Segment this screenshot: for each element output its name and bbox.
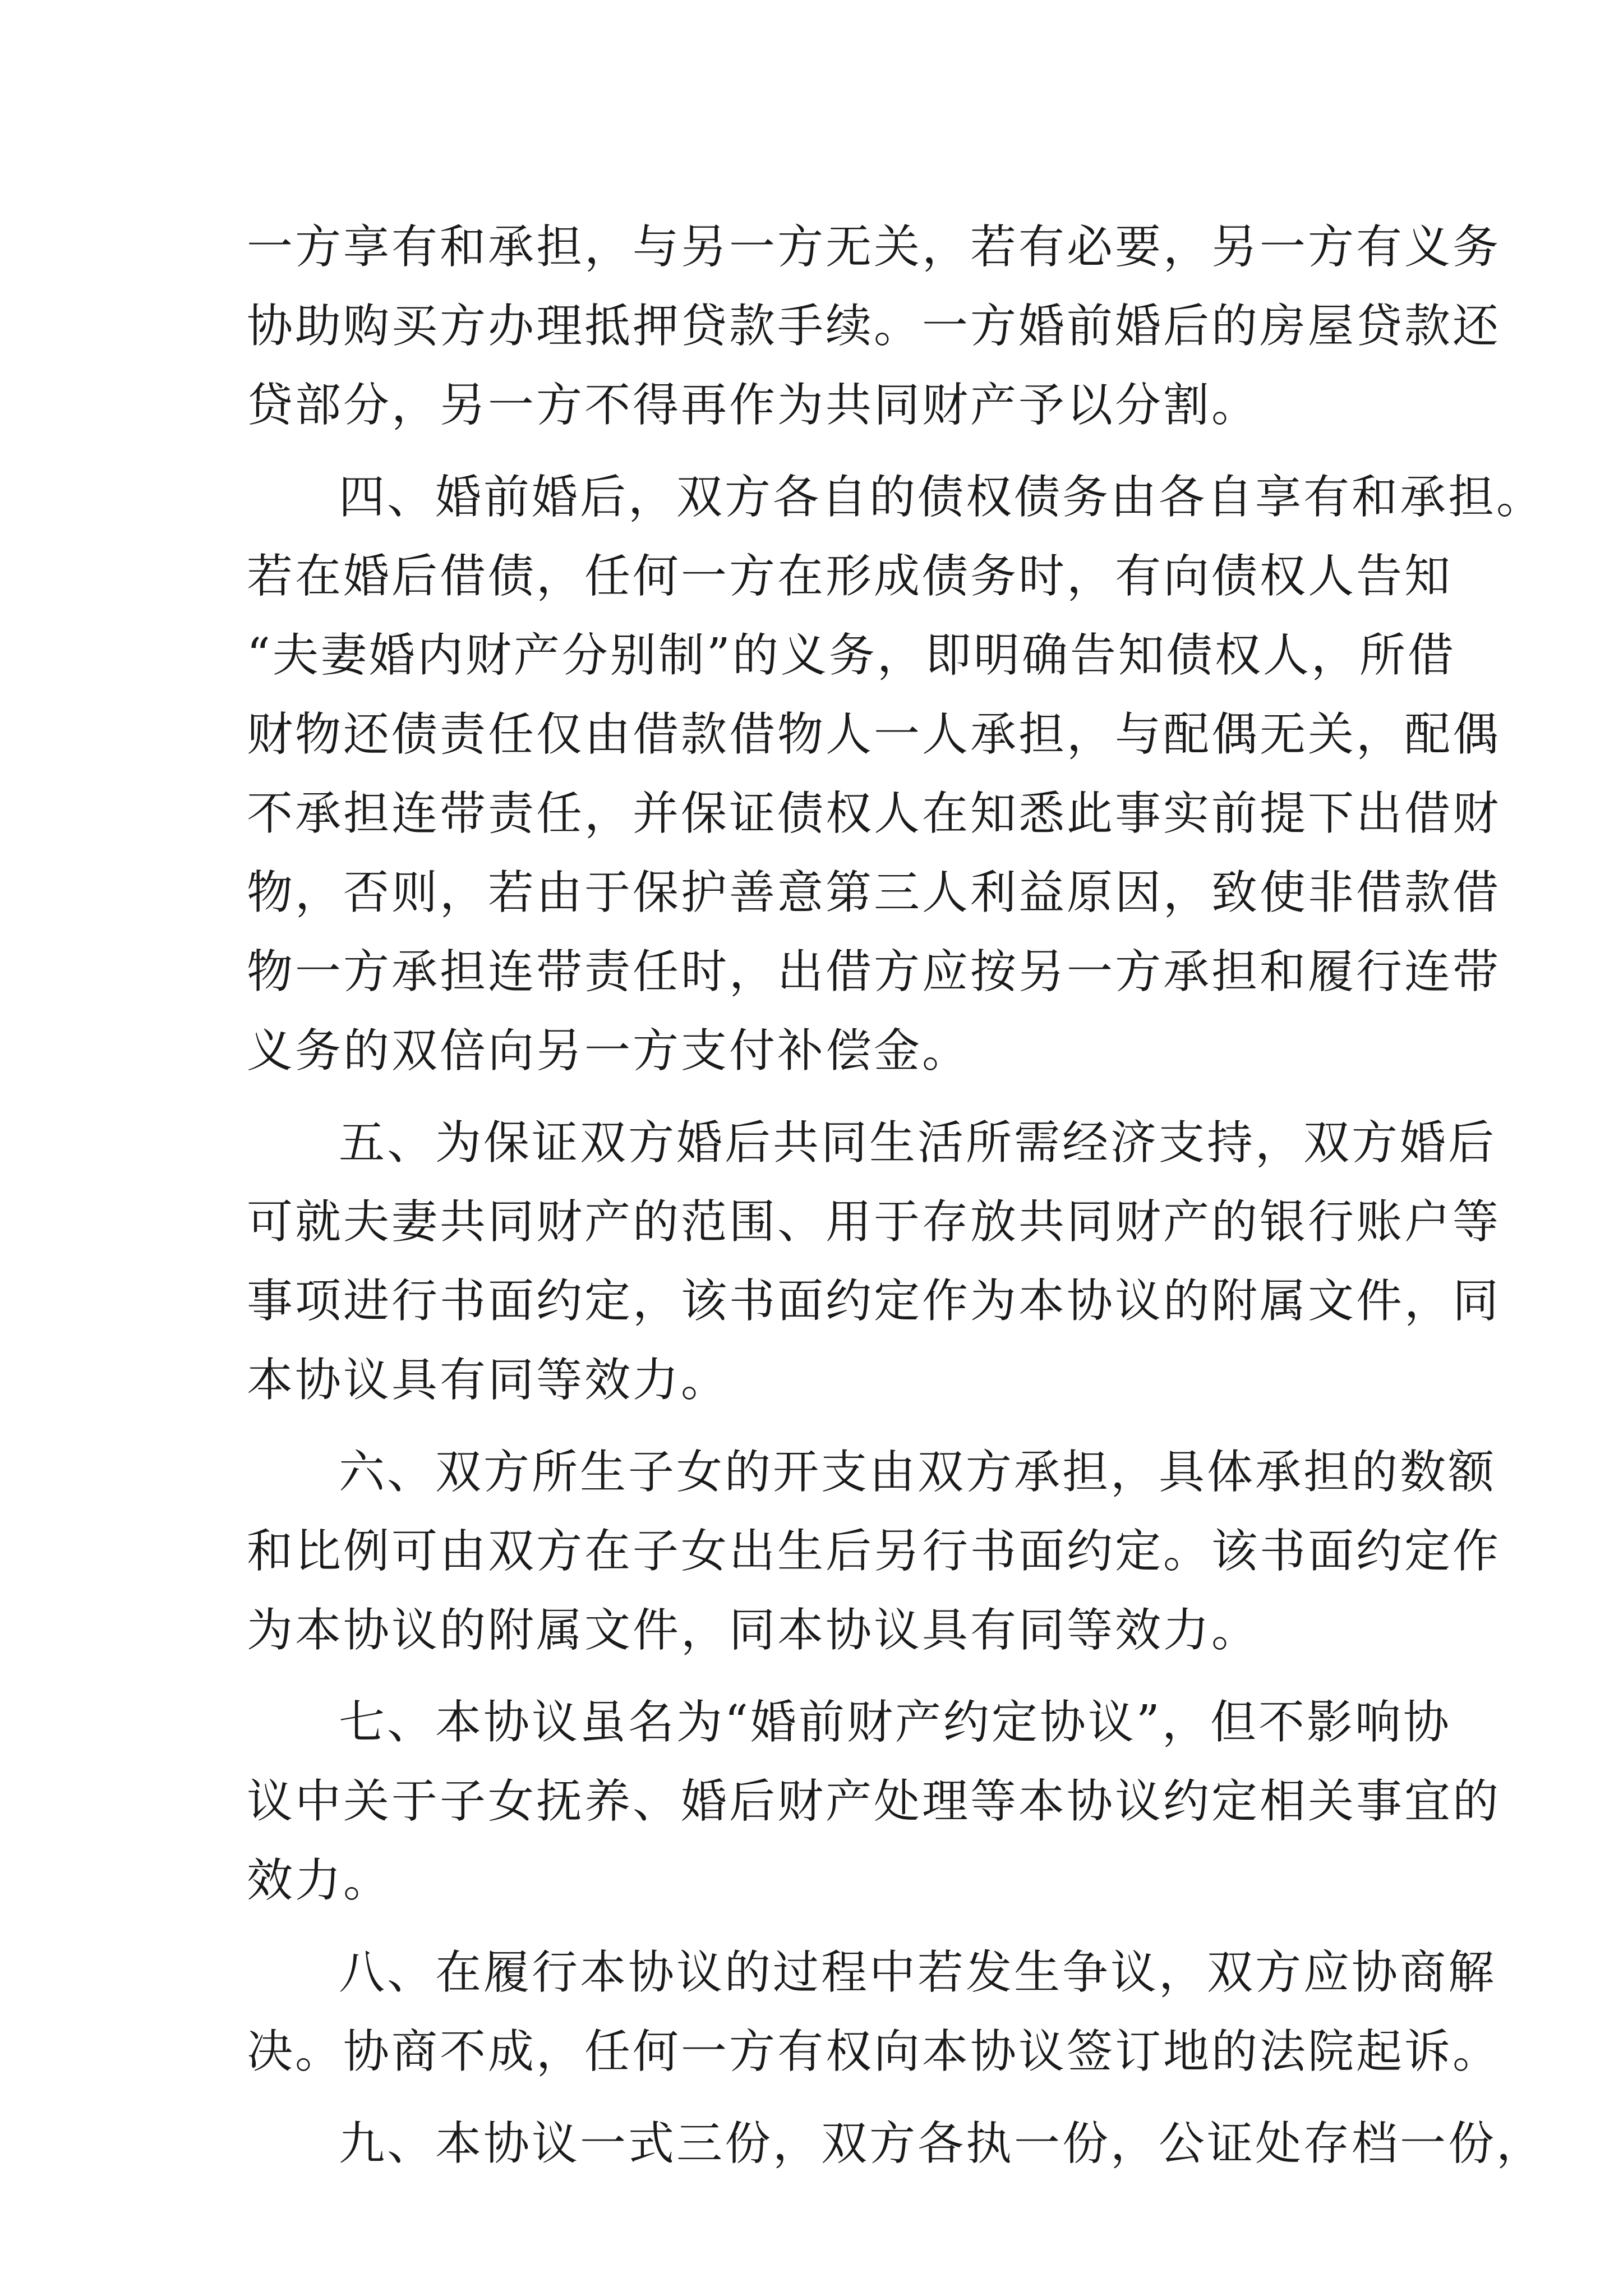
- text-line: 物一方承担连带责任时，出借方应按另一方承担和履行连带: [247, 945, 1501, 999]
- document-body: [247, 208, 1545, 2196]
- paragraph: [247, 208, 1501, 445]
- text-line: 为本协议的附属文件，同本协议具有同等效力。: [247, 1604, 1260, 1657]
- text-line: 贷部分，另一方不得再作为共同财产予以分割。: [247, 379, 1260, 432]
- text-line: 若在婚后借债，任何一方在形成债务时，有向债权人告知: [247, 550, 1453, 603]
- text-line: 决。协商不成，任何一方有权向本协议签订地的法院起诉。: [247, 2025, 1501, 2078]
- paragraph: [247, 1433, 1501, 1670]
- text-line: 义务的双倍向另一方支付补偿金。: [247, 1024, 971, 1078]
- text-line: 物，否则，若由于保护善意第三人利益原因，致使非借款借: [247, 866, 1501, 919]
- text-line: 效力。: [247, 1854, 392, 1907]
- text-line: 本协议具有同等效力。: [247, 1354, 730, 1407]
- text-line: 可就夫妻共同财产的范围、用于存放共同财产的银行账户等: [247, 1195, 1501, 1249]
- paragraph: [247, 1103, 1501, 1420]
- text-line: 和比例可由双方在子女出生后另行书面约定。该书面约定作: [247, 1525, 1501, 1578]
- text-line: 四、婚前婚后，双方各自的债权债务由各自享有和承担。: [339, 471, 1545, 524]
- paragraph: [247, 1683, 1501, 1920]
- text-line: 六、双方所生子女的开支由双方承担，具体承担的数额: [339, 1446, 1497, 1499]
- paragraph: [247, 458, 1545, 1091]
- paragraph: [247, 2104, 1545, 2183]
- text-line: 财物还债责任仅由借款借物人一人承担，与配偶无关，配偶: [247, 708, 1501, 761]
- text-line: 七、本协议虽名为“婚前财产约定协议”，但不影响协: [339, 1696, 1451, 1749]
- text-line: 议中关于子女抚养、婚后财产处理等本协议约定相关事宜的: [247, 1775, 1501, 1828]
- paragraph: [247, 1933, 1501, 2091]
- text-line: 不承担连带责任，并保证债权人在知悉此事实前提下出借财: [247, 787, 1501, 840]
- text-line: “夫妻婚内财产分别制”的义务，即明确告知债权人，所借: [247, 629, 1456, 682]
- text-line: 九、本协议一式三份，双方各执一份，公证处存档一份，: [339, 2117, 1545, 2170]
- text-line: 一方享有和承担，与另一方无关，若有必要，另一方有义务: [247, 220, 1501, 274]
- text-line: 五、为保证双方婚后共同生活所需经济支持，双方婚后: [339, 1116, 1497, 1170]
- text-line: 事项进行书面约定，该书面约定作为本协议的附属文件，同: [247, 1274, 1501, 1328]
- text-line: 协助购买方办理抵押贷款手续。一方婚前婚后的房屋贷款还: [247, 300, 1501, 353]
- text-line: 八、在履行本协议的过程中若发生争议，双方应协商解: [339, 1946, 1497, 1999]
